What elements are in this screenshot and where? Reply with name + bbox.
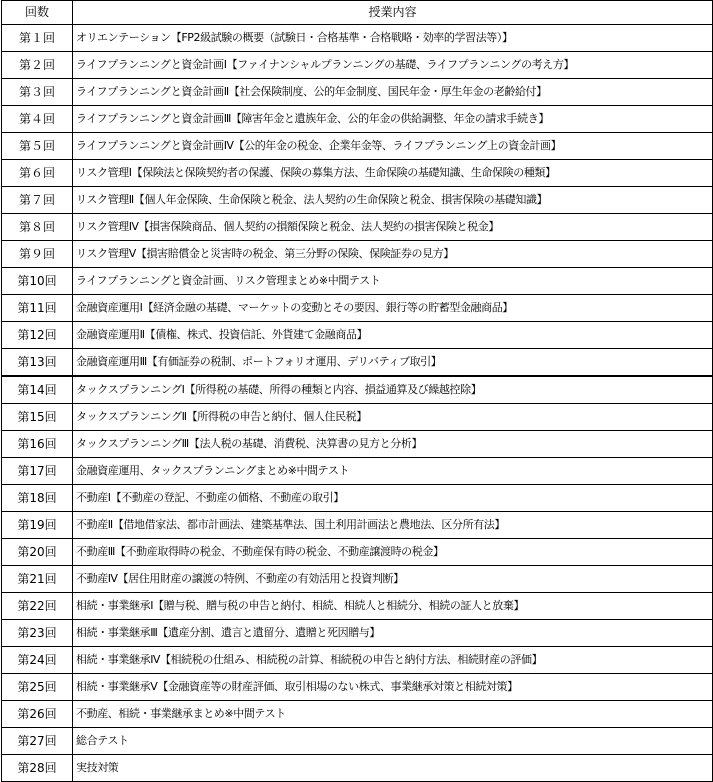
session-number: 第18回 [2, 485, 73, 512]
table-row [2, 376, 713, 404]
lesson-content: 相続・事業継承Ⅴ【金融資産等の財産評価、取引相場のない株式、事業継承対策と相続対策】 [73, 674, 713, 701]
table-row [2, 160, 713, 187]
course-schedule-table [1, 0, 713, 782]
lesson-content: 不動産Ⅱ【借地借家法、都市計画法、建築基準法、国土利用計画法と農地法、区分所有法】 [73, 512, 713, 539]
session-number: 第15回 [2, 404, 73, 431]
session-number: 第17回 [2, 458, 73, 485]
session-number: 第６回 [2, 160, 73, 187]
lesson-content: 金融資産運用Ⅲ【有価証券の税制、ポートフォリオ運用、デリバティブ取引】 [73, 349, 713, 377]
lesson-content: リスク管理Ⅱ【個人年金保険、生命保険と税金、法人契約の生命保険と税金、損害保険の基礎知識】 [73, 187, 713, 214]
table-row [2, 25, 713, 52]
session-number: 第４回 [2, 106, 73, 133]
session-number: 第24回 [2, 647, 73, 674]
session-number: 第８回 [2, 214, 73, 241]
lesson-content: リスク管理Ⅰ【保険法と保険契約者の保護、保険の募集方法、生命保険の基礎知識、生命保険の種類】 [73, 160, 713, 187]
session-number: 第５回 [2, 133, 73, 160]
table-row [2, 322, 713, 349]
table-row [2, 701, 713, 728]
lesson-content: ライフプランニングと資金計画Ⅰ【ファイナンシャルプランニングの基礎、ライフプランニングの考え方】 [73, 52, 713, 79]
session-number: 第７回 [2, 187, 73, 214]
table-row [2, 539, 713, 566]
table-row [2, 566, 713, 593]
table-row [2, 404, 713, 431]
table-row [2, 512, 713, 539]
table-row [2, 214, 713, 241]
table-row [2, 431, 713, 458]
lesson-content: リスク管理Ⅴ【損害賠償金と災害時の税金、第三分野の保険、保険証券の見方】 [73, 241, 713, 268]
lesson-content: ライフプランニングと資金計画、リスク管理まとめ※中間テスト [73, 268, 713, 295]
session-number: 第13回 [2, 349, 73, 377]
lesson-content: 不動産Ⅲ【不動産取得時の税金、不動産保有時の税金、不動産譲渡時の税金】 [73, 539, 713, 566]
session-number: 第12回 [2, 322, 73, 349]
table-row [2, 268, 713, 295]
lesson-content: 不動産Ⅳ【居住用財産の譲渡の特例、不動産の有効活用と投資判断】 [73, 566, 713, 593]
lesson-content: リスク管理Ⅳ【損害保険商品、個人契約の損額保険と税金、法人契約の損害保険と税金】 [73, 214, 713, 241]
table-row [2, 241, 713, 268]
lesson-content: 金融資産運用Ⅰ【経済金融の基礎、マーケットの変動とその要因、銀行等の貯蓄型金融商品】 [73, 295, 713, 322]
table-row [2, 295, 713, 322]
session-number: 第20回 [2, 539, 73, 566]
table-row [2, 485, 713, 512]
header-session-number: 回数 [2, 1, 73, 25]
table-row [2, 133, 713, 160]
table-row [2, 674, 713, 701]
session-number: 第14回 [2, 376, 73, 404]
session-number: 第27回 [2, 728, 73, 755]
table-row [2, 728, 713, 755]
session-number: 第26回 [2, 701, 73, 728]
table-row [2, 106, 713, 133]
session-number: 第11回 [2, 295, 73, 322]
lesson-content: 不動産Ⅰ【不動産の登記、不動産の価格、不動産の取引】 [73, 485, 713, 512]
table-header [2, 1, 713, 25]
session-number: 第19回 [2, 512, 73, 539]
table-row [2, 349, 713, 377]
lesson-content: タックスプランニングⅢ【法人税の基礎、消費税、決算書の見方と分析】 [73, 431, 713, 458]
session-number: 第28回 [2, 755, 73, 782]
lesson-content: 相続・事業継承Ⅳ【相続税の仕組み、相続税の計算、相続税の申告と納付方法、相続財産の評価】 [73, 647, 713, 674]
table-row [2, 593, 713, 620]
header-row [2, 1, 713, 25]
table-row [2, 647, 713, 674]
lesson-content: ライフプランニングと資金計画Ⅱ【社会保険制度、公的年金制度、国民年金・厚生年金の老齢給付】 [73, 79, 713, 106]
lesson-content: 金融資産運用、タックスプランニングまとめ※中間テスト [73, 458, 713, 485]
table-row [2, 187, 713, 214]
table-row [2, 620, 713, 647]
session-number: 第25回 [2, 674, 73, 701]
lesson-content: 実技対策 [73, 755, 713, 782]
session-number: 第21回 [2, 566, 73, 593]
session-number: 第９回 [2, 241, 73, 268]
session-number: 第22回 [2, 593, 73, 620]
lesson-content: 不動産、相続・事業継承まとめ※中間テスト [73, 701, 713, 728]
table-body [2, 25, 713, 782]
table-row [2, 755, 713, 782]
lesson-content: ライフプランニングと資金計画Ⅲ【障害年金と遺族年金、公的年金の供給調整、年金の請求手続き】 [73, 106, 713, 133]
lesson-content: ライフプランニングと資金計画Ⅳ【公的年金の税金、企業年金等、ライフプランニング上の資金計画】 [73, 133, 713, 160]
lesson-content: オリエンテーション【FP2級試験の概要（試験日・合格基準・合格戦略・効率的学習法等）】 [73, 25, 713, 52]
session-number: 第３回 [2, 79, 73, 106]
lesson-content: タックスプランニングⅠ【所得税の基礎、所得の種類と内容、損益通算及び繰越控除】 [73, 376, 713, 404]
lesson-content: タックスプランニングⅡ【所得税の申告と納付、個人住民税】 [73, 404, 713, 431]
lesson-content: 金融資産運用Ⅱ【債権、株式、投資信託、外貨建て金融商品】 [73, 322, 713, 349]
table-row [2, 52, 713, 79]
session-number: 第16回 [2, 431, 73, 458]
table-row [2, 458, 713, 485]
lesson-content: 相続・事業継承Ⅲ【遺産分割、遺言と遺留分、遺贈と死因贈与】 [73, 620, 713, 647]
session-number: 第10回 [2, 268, 73, 295]
session-number: 第23回 [2, 620, 73, 647]
lesson-content: 総合テスト [73, 728, 713, 755]
session-number: 第２回 [2, 52, 73, 79]
lesson-content: 相続・事業継承Ⅰ【贈与税、贈与税の申告と納付、相続、相続人と相続分、相続の証人と放棄】 [73, 593, 713, 620]
table-row [2, 79, 713, 106]
header-lesson-content: 授業内容 [73, 1, 713, 25]
session-number: 第１回 [2, 25, 73, 52]
